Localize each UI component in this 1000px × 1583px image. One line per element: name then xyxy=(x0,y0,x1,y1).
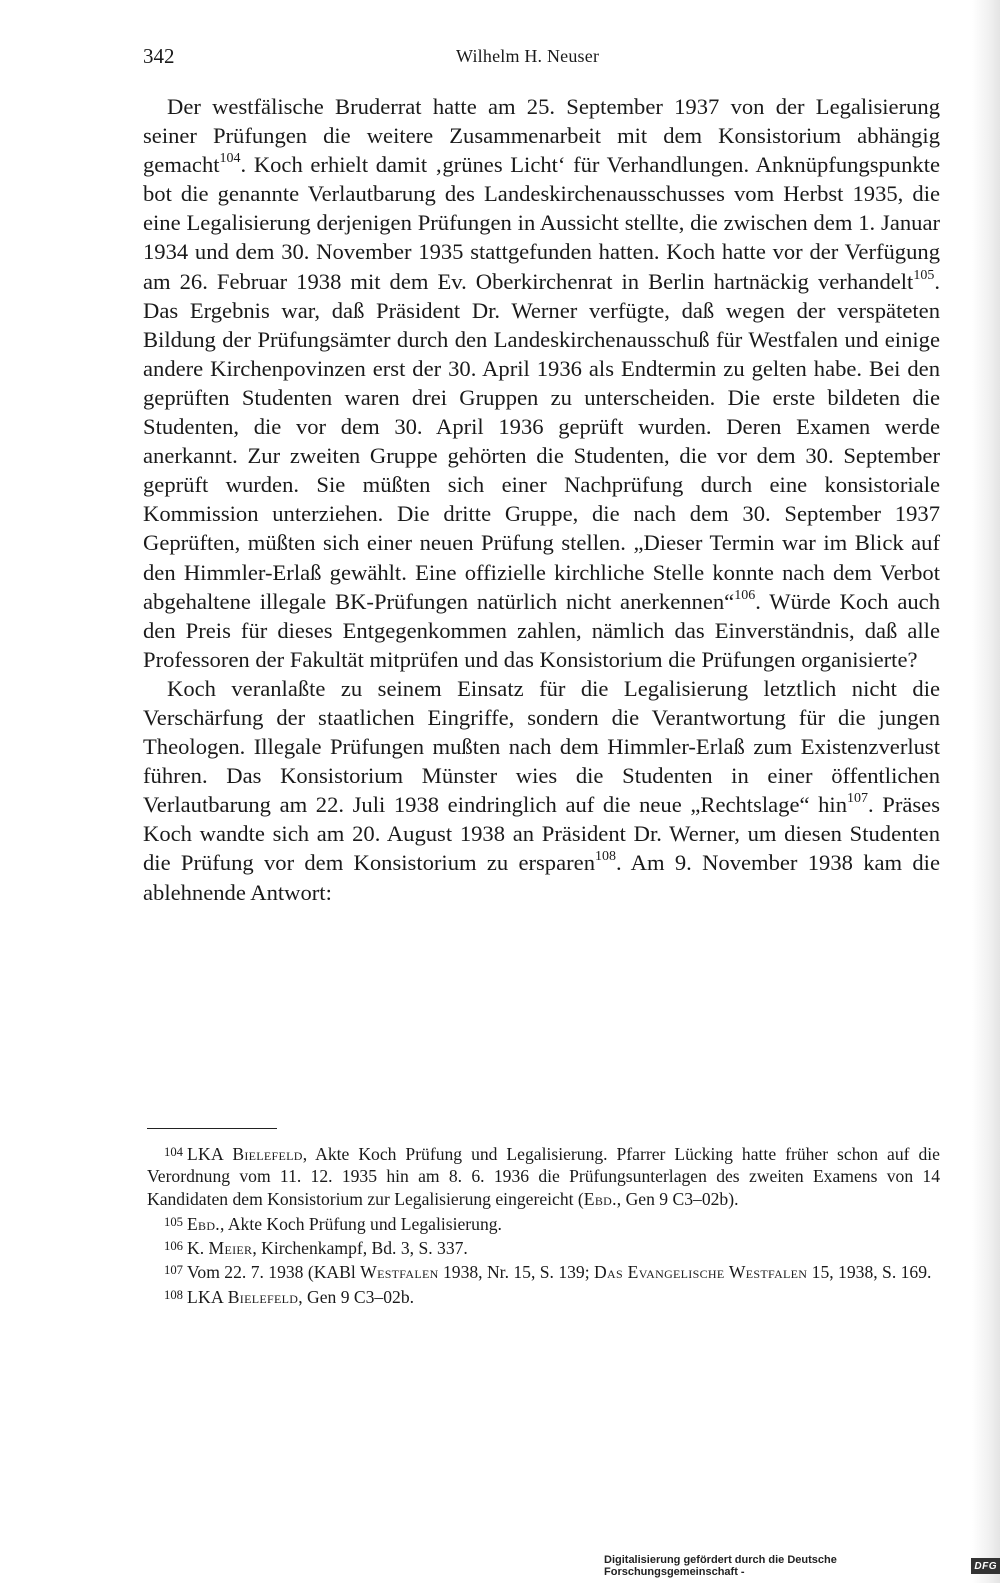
footnote-105 xyxy=(147,1211,940,1235)
footnote-ref-104: 104 xyxy=(219,151,241,167)
footnote-number: 107 xyxy=(164,1263,183,1278)
footnote-source: LKA Bielefeld xyxy=(186,1143,303,1164)
footnote-text: , Gen 9 C3–02b. xyxy=(298,1286,415,1307)
footnote-source: LKA Bielefeld xyxy=(186,1286,299,1307)
footnote-text: , Akte Koch Prüfung und Legalisierung. xyxy=(220,1213,502,1234)
paragraph-1-text-d: . Würde Koch auch den Preis für dieses Entgegenkommen zahlen, nämlich das Einverständnis, daß alle Professoren der Fakultät mitprüfen und das Konsistorium die Prüfungen organisierte? xyxy=(143,588,940,672)
footnote-source: Westfalen xyxy=(360,1262,439,1283)
credit-text: Digitalisierung gefördert durch die Deutsche Forschungsgemeinschaft - xyxy=(604,1554,837,1578)
footnote-106 xyxy=(147,1235,940,1259)
footnotes xyxy=(147,1141,940,1308)
footnote-104 xyxy=(147,1141,940,1211)
footnote-number: 104 xyxy=(164,1145,183,1159)
footnote-text: , Akte Koch Prüfung und Legalisierung. Pfarrer Lücking hatte früher schon auf die Verordnung vom 11. 12. 1935 hin am 8. 6. 1936 die Prüfungsunterlagen des zweiten Examens von 14 Kandidaten dem Konsistorium zur Legalisierung eingereicht ( xyxy=(147,1143,940,1209)
footnote-source: Das Evangelische Westfalen xyxy=(594,1262,808,1283)
digitization-credit xyxy=(604,1555,1000,1577)
paragraph-2-text-b: . Präses Koch wandte sich am 20. August 1938 an Präsident Dr. Werner, um diesen Studenten die Prüfung vor dem Konsistorium zu ersparen xyxy=(143,792,940,876)
paragraph-2-text-c: . Am 9. November 1938 kam die ablehnende Antwort: xyxy=(143,850,940,905)
running-head: Wilhelm H. Neuser xyxy=(456,46,600,66)
footnote-108 xyxy=(147,1284,940,1308)
footnote-number: 108 xyxy=(164,1287,183,1302)
page-number: 342 xyxy=(143,44,175,68)
body-text xyxy=(143,92,940,907)
footnote-source: Ebd. xyxy=(186,1213,220,1234)
footnote-number: 106 xyxy=(164,1238,183,1253)
paragraph-2-text-a: Koch veranlaßte zu seinem Einsatz für die Legalisierung letztlich nicht die Verschärfung der staatlichen Eingriffe, sondern die Verantwortung für die jungen Theologen. Illegale Prüfungen mußten nach dem Himmler-Erlaß zum Existenzverlust führen. Das Konsistorium Münster wies die Studenten in einer öffentlichen Verlautbarung am 22. Juli 1938 eindringlich auf die neue „Rechtslage“ hin xyxy=(143,675,940,818)
paragraph-1-text-c: . Das Ergebnis war, daß Präsident Dr. Werner verfügte, daß wegen der verspäteten Bildung der Prüfungsämter durch den Landeskirchenausschuß für Westfalen und einige andere Kirchenpovinzen erst der 30. April 1936 als Endtermin zu gelten habe. Bei den geprüften Studenten waren drei Gruppen zu unterscheiden. Die erste bildeten die Studenten, die vor dem 30. April 1936 geprüft wurden. Deren Examen werde anerkannt. Zur zweiten Gruppe gehörten die Studenten, die vor dem 30. September geprüft wurden. Sie müßten sich einer Nachprüfung durch eine konsistoriale Kommission unterziehen. Die dritte Gruppe, die nach dem 30. September 1937 Geprüften, müßten sich einer neuen Prüfung stellen. „Dieser Termin war im Blick auf den Himmler-Erlaß gewählt. Eine offizielle kirchliche Stelle konnte nach dem Verbot abgehaltene illegale BK-Prüfungen natürlich nicht anerkennen“ xyxy=(143,268,940,614)
footnote-text: , Gen 9 C3–02b). xyxy=(616,1188,739,1209)
footnote-source: Ebd. xyxy=(583,1188,617,1209)
footnote-107 xyxy=(147,1259,940,1283)
paragraph-1 xyxy=(143,92,940,674)
footnote-divider xyxy=(147,1128,277,1129)
page-header xyxy=(143,44,940,74)
footnote-text: Vom 22. 7. 1938 (KABl xyxy=(186,1262,361,1283)
paragraph-2 xyxy=(143,674,940,907)
footnote-ref-107: 107 xyxy=(847,791,869,807)
footnote-author: Meier xyxy=(208,1237,253,1258)
dfg-logo: DFG xyxy=(971,1558,1000,1574)
footnote-text: , Kirchenkampf, Bd. 3, S. 337. xyxy=(252,1237,468,1258)
footnote-text: 15, 1938, S. 169. xyxy=(807,1262,932,1283)
footnote-ref-105: 105 xyxy=(913,267,935,283)
footnote-number: 105 xyxy=(164,1214,183,1229)
paragraph-1-text-b: . Koch erhielt damit ‚grünes Licht‘ für Verhandlungen. Anknüpfungspunkte bot die genannte Verlautbarung des Landeskirchenausschusses vom Herbst 1935, die eine Legalisierung derjenigen Prüfungen in Aussicht stellte, die zwischen dem 1. Januar 1934 und dem 30. November 1935 stattgefunden hatten. Koch hatte vor der Verfügung am 26. Februar 1938 mit dem Ev. Oberkirchenrat in Berlin hartnäckig verhandelt xyxy=(143,152,940,294)
page-edge-shadow xyxy=(972,0,1000,1583)
paragraph-1-text-a: Der westfälische Bruderrat hatte am 25. September 1937 von der Legalisierung seiner Prüfungen die weitere Zusammenarbeit mit dem Konsistorium abhängig gemacht xyxy=(143,94,940,178)
footnote-text: 1938, Nr. 15, S. 139; xyxy=(438,1262,595,1283)
footnote-text: K. xyxy=(186,1237,209,1258)
footnote-ref-106: 106 xyxy=(734,587,756,603)
footnote-ref-108: 108 xyxy=(595,849,616,865)
